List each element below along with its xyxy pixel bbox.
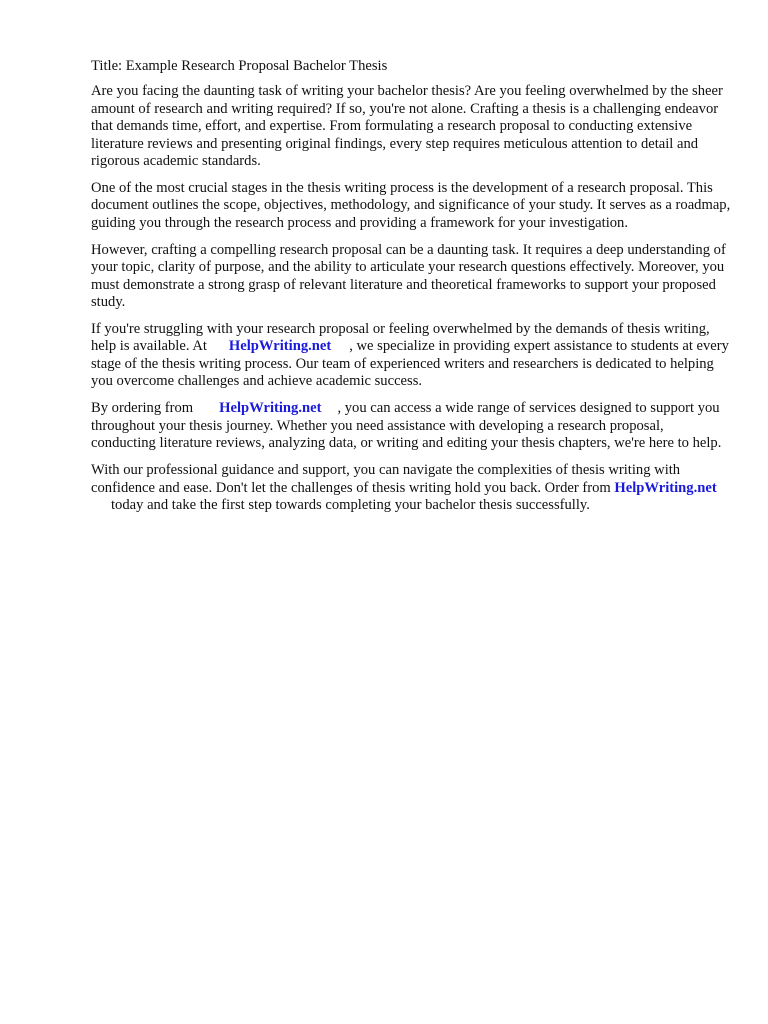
- paragraph-intro: Are you facing the daunting task of writing your bachelor thesis? Are you feeling overwhelmed by the sheer amount of research and writing required? If so, you're not alone. Crafting a thesis is a challenging endeavor that demands time, effort, and expertise. From formulating a research proposal to conducting extensive literature reviews and presenting original findings, every step requires meticulous attention to detail and rigorous academic standards.: [91, 83, 723, 170]
- p5-text-after: , you can access a wide range of services designed to support you throughout your thesis journey. Whether you need assistance with developing a research proposal, conducting literature reviews, analyzing data, or writing and editing your thesis chapters, we're here to help.: [91, 400, 722, 452]
- helpwriting-link-2[interactable]: HelpWriting.net: [219, 400, 322, 417]
- p4-text-after: , we specialize in providing expert assistance to students at every stage of the thesis writing process. Our team of experienced writers and researchers is dedicated to helping you overcome challenges and achieve academic success.: [91, 338, 729, 390]
- p6-text-before: With our professional guidance and support, you can navigate the complexities of thesis writing with confidence and ease. Don't let the challenges of thesis writing hold you back. Order from: [91, 462, 681, 496]
- helpwriting-link-1[interactable]: HelpWriting.net: [228, 338, 332, 355]
- paragraph-ordering: [91, 400, 731, 452]
- document-title: Title: Example Research Proposal Bachelor Thesis: [91, 58, 388, 74]
- paragraph-help-available: [91, 321, 731, 391]
- p5-text-before: By ordering from: [91, 400, 194, 417]
- p6-text-after: today and take the first step towards completing your bachelor thesis successfully.: [111, 496, 590, 513]
- document-body: [91, 58, 731, 524]
- p4-text-before: If you're struggling with your research proposal or feeling overwhelmed by the demands of thesis writing, help is available. At: [91, 321, 710, 355]
- paragraph-conclusion: [91, 462, 731, 514]
- helpwriting-link-3[interactable]: HelpWriting.net: [614, 479, 717, 496]
- paragraph-challenges: However, crafting a compelling research proposal can be a daunting task. It requires a deep understanding of your topic, clarity of purpose, and the ability to articulate your research questions effectively. Moreover, you must demonstrate a strong grasp of relevant literature and theoretical frameworks to support your proposed study.: [91, 241, 726, 311]
- paragraph-proposal-stage: One of the most crucial stages in the thesis writing process is the development of a research proposal. This document outlines the scope, objectives, methodology, and significance of your study. It serves as a roadmap, guiding you through the research process and providing a framework for your investigation.: [91, 180, 731, 231]
